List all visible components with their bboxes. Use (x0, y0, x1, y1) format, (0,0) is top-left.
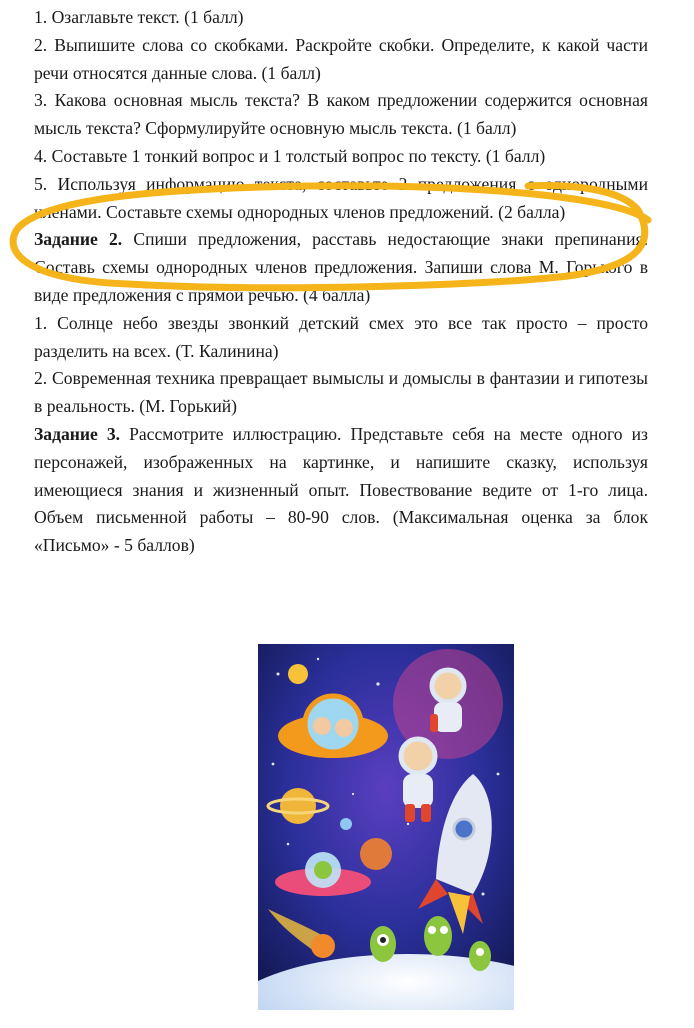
planet-orange (360, 838, 392, 870)
task-3 (34, 421, 648, 560)
task-3-text: Рассмотрите иллюстрацию. Представьте себя на месте одного из персонажей, изображенных на картинке, и напишите сказку, используя имеющиеся знания и жизненный опыт. Повествование ведите от 1-го лица. Объем письменной работы – 80-90 слов. (Максимальная оценка за блок «Письмо» - 5 баллов) (34, 423, 648, 556)
task-2-heading: Задание 2. (34, 229, 123, 250)
space-illustration (258, 644, 514, 1010)
task-2-item-1: 1. Солнце небо звезды звонкий детский смех это все так просто – просто разделить на всех. (Т. Калинина) (34, 312, 648, 361)
alien-center (424, 916, 452, 956)
alien-right (469, 941, 491, 971)
document-text (34, 4, 648, 560)
task-2-item-2: 2. Современная техника превращает вымыслы и домыслы в фантазии и гипотезы в реальность. (М. Горький) (34, 368, 648, 417)
task-2-text: Спиши предложения, расставь недостающие знаки препинания. Составь схемы однородных членов предложения. Запиши слова М. Горького в виде предложения с прямой речью. (4 балла) (34, 229, 648, 305)
alien-left (370, 926, 396, 962)
question-3: 3. Какова основная мысль текста? В каком предложении содержится основная мысль текста? Сформулируйте основную мысль текста. (1 балл) (34, 90, 648, 139)
question-4: 4. Составьте 1 тонкий вопрос и 1 толстый вопрос по тексту. (1 балл) (34, 145, 546, 166)
question-5: 5. Используя информацию текста, составьте 2 предложения с однородными членами. Составьте схемы однородных членов предложений. (2 балла) (34, 173, 648, 222)
question-1: 1. Озаглавьте текст. (1 балл) (34, 7, 244, 27)
task-2 (34, 226, 648, 309)
question-2: 2. Выпишите слова со скобками. Раскройте скобки. Определите, к какой части речи относятся данные слова. (1 балл) (34, 34, 648, 83)
planet-small (340, 818, 352, 830)
task-3-heading: Задание 3. (34, 423, 121, 444)
